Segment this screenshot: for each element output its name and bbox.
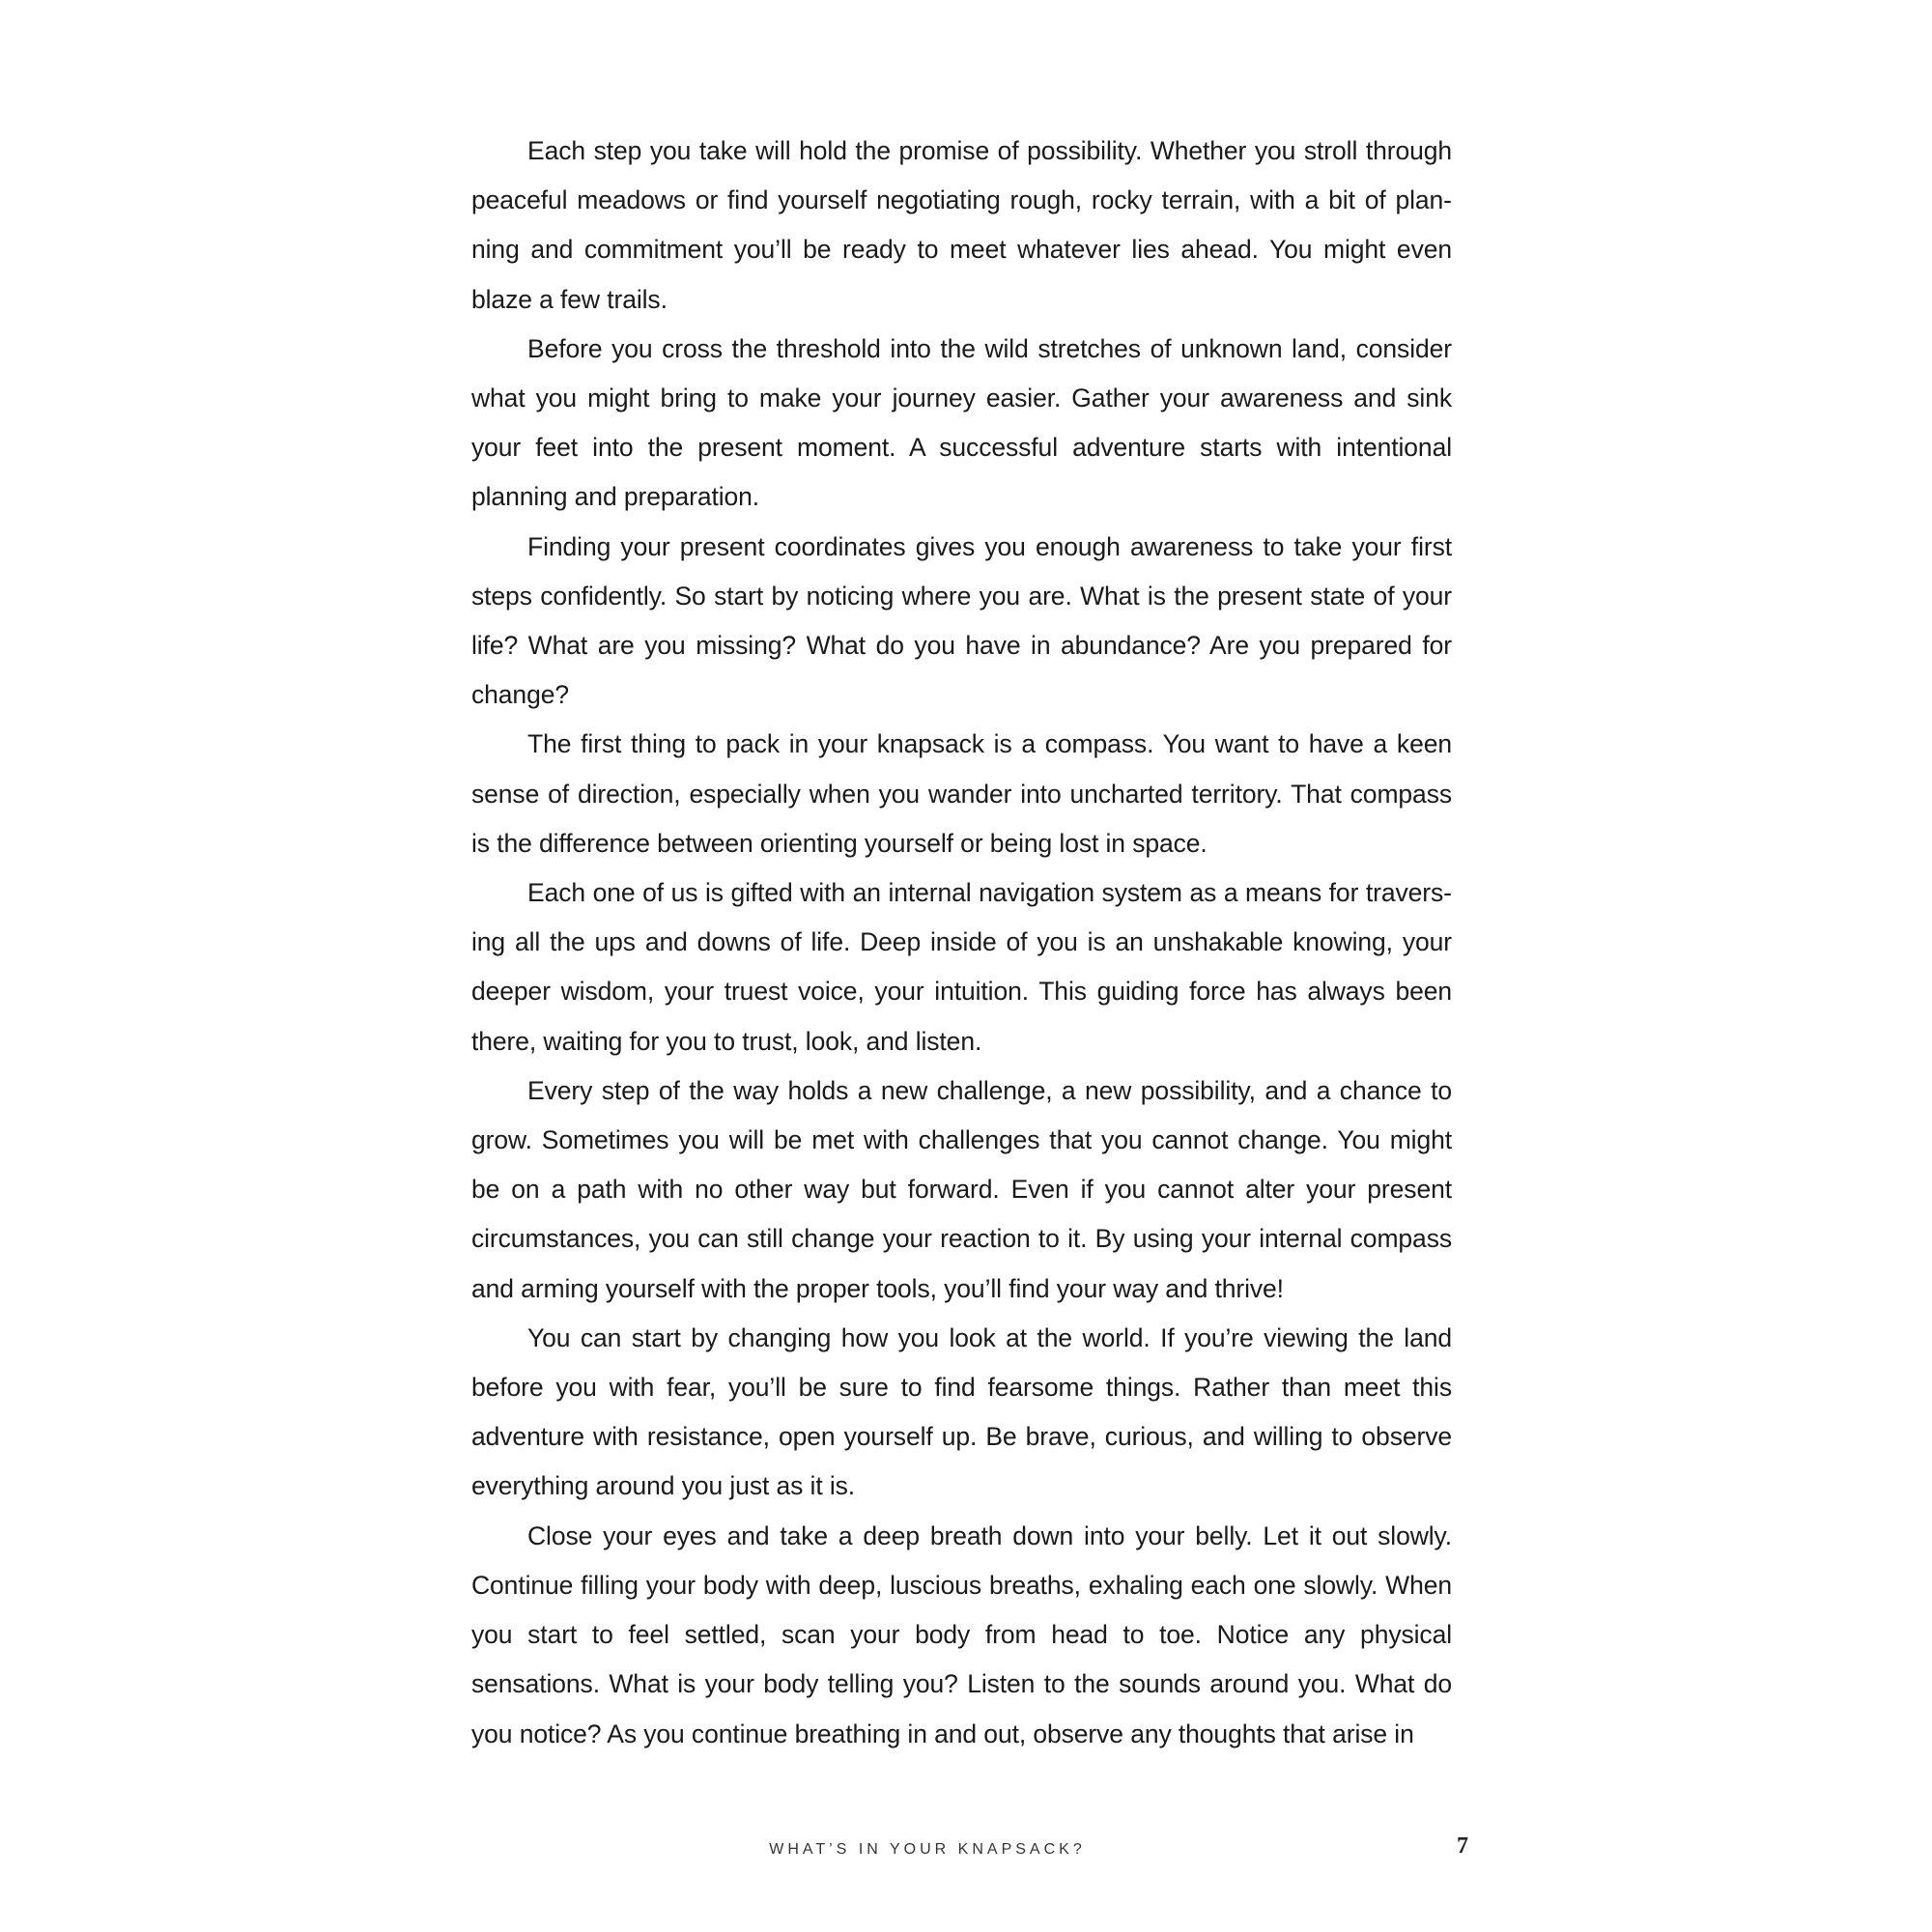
paragraph: Close your eyes and take a deep breath down into your belly. Let it out slowly. Continue filling your body with deep, luscious breaths, exhaling each one slowly. When you start to feel settled, scan your body from head to toe. Notice any physical sensations. What is your body telling you? Listen to the sounds around you. What do you notice? As you continue breathing in and out, observe any thoughts that arise in (471, 1520, 1452, 1748)
paragraph: Before you cross the threshold into the wild stretches of unknown land, consider what you might bring to make your journey easier. Gather your awareness and sink your feet into the present moment. A successful adventure starts with intentional planning and preparation. (471, 333, 1452, 512)
running-footer-title: WHAT’S IN YOUR KNAPSACK? (769, 1841, 1086, 1858)
paragraph: Each step you take will hold the promise of possibility. Whether you stroll through peaceful meadows or find yourself negotiating rough, rocky terrain, with a bit of planning and commitment you’ll be ready to meet whatever lies ahead. You might even blaze a few trails. (471, 136, 1452, 314)
paragraph: Every step of the way holds a new challenge, a new possibility, and a chance to grow. Sometimes you will be met with challenges that you cannot change. You might be on a path with no other way but forward. Even if you cannot alter your present circumstances, you can still change your reaction to it. By using your internal compass and arming yourself with the proper tools, you’ll find your way and thrive! (471, 1075, 1452, 1303)
paragraph: You can start by changing how you look at the world. If you’re viewing the land before you with fear, you’ll be sure to find fearsome things. Rather than meet this adventure with resistance, open yourself up. Be brave, curious, and willing to observe everything around you just as it is. (471, 1322, 1452, 1501)
page-number: 7 (1457, 1833, 1468, 1859)
paragraph: Each one of us is gifted with an internal navigation system as a means for traversing all the ups and downs of life. Deep inside of you is an unshakable knowing, your deeper wisdom, your truest voice, your intuition. This guiding force has always been there, waiting for you to trust, look, and listen. (471, 878, 1452, 1056)
paragraph: Finding your present coordinates gives you enough awareness to take your first steps confidently. So start by noticing where you are. What is the present state of your life? What are you missing? What do you have in abundance? Are you prepared for change? (471, 531, 1452, 710)
body-text (471, 127, 1452, 1759)
paragraph: The first thing to pack in your knapsack is a compass. You want to have a keen sense of direction, especially when you wander into uncharted territory. That compass is the difference between orienting yourself or being lost in space. (471, 729, 1452, 858)
